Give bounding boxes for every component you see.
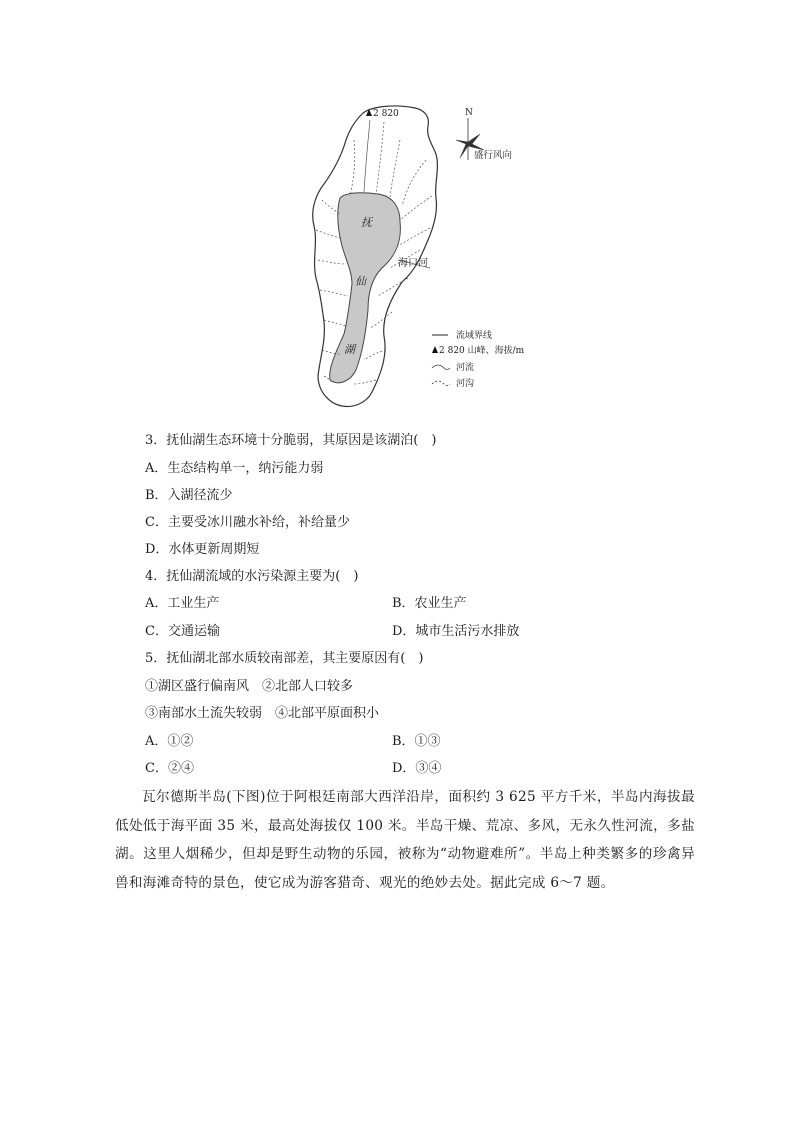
q4-option-c: C．交通运输 bbox=[145, 624, 220, 639]
q3-option-a: A．生态结构单一，纳污能力弱 bbox=[145, 461, 324, 476]
legend-peak: 2 820 山峰、海拔/m bbox=[439, 346, 525, 356]
gully-icon bbox=[432, 381, 450, 386]
q3-option-d: D．水体更新周期短 bbox=[145, 542, 260, 557]
q5-option-a: A．①② bbox=[145, 734, 194, 749]
lake-char-2: 仙 bbox=[355, 275, 366, 288]
map-figure bbox=[300, 100, 540, 415]
legend-boundary: 流域界线 bbox=[456, 331, 493, 341]
q5-option-b: B．①③ bbox=[392, 734, 441, 749]
legend-river: 河流 bbox=[456, 363, 475, 373]
peak-elevation: 2 820 bbox=[373, 109, 399, 119]
q5-statements-2: ③南部水土流失较弱 ④北部平原面积小 bbox=[145, 706, 380, 721]
q5-statements-1: ①湖区盛行偏南风 ②北部人口较多 bbox=[145, 679, 354, 694]
wind-label: 盛行风向 bbox=[474, 150, 513, 161]
legend-gully: 河沟 bbox=[456, 379, 475, 389]
passage-valdes: 瓦尔德斯半岛(下图)位于阿根廷南部大西洋沿岸，面积约 3 625 平方千米，半岛内海拔最低处低于海平面 35 米，最高处海拔仅 100 米。半岛干燥、荒凉、多风，无永久性河流，多盐湖。这里人烟稀少，但却是野生动物的乐园，被称为“动物避难所”。半岛上种类繁多的珍禽异兽和海滩奇特的景色，使它成为游客猎奇、观光的绝妙去处。据此完成 6～7 题。 bbox=[115, 789, 695, 891]
q5-option-d: D．③④ bbox=[392, 761, 442, 776]
q3-stem: 3．抚仙湖生态环境十分脆弱，其原因是该湖泊( ) bbox=[145, 433, 437, 448]
q5-stem: 5．抚仙湖北部水质较南部差，其主要原因有( ) bbox=[145, 651, 424, 666]
lake-char-3: 湖 bbox=[344, 343, 355, 356]
q3-option-c: C．主要受冰川融水补给，补给量少 bbox=[145, 515, 350, 530]
lake-basin-map bbox=[300, 100, 540, 415]
q4-option-d: D．城市生活污水排放 bbox=[392, 624, 520, 639]
river-label: 海口河 bbox=[398, 258, 428, 269]
q4-stem: 4．抚仙湖流域的水污染源主要为( ) bbox=[145, 569, 359, 584]
legend bbox=[432, 329, 525, 389]
q3-option-b: B．入湖径流少 bbox=[145, 488, 233, 503]
river-icon bbox=[432, 365, 450, 370]
legend-peak-icon bbox=[432, 346, 438, 353]
q4-option-a: A．工业生产 bbox=[145, 596, 220, 611]
svg-text:N: N bbox=[465, 108, 473, 118]
q4-option-b: B．农业生产 bbox=[392, 596, 467, 611]
q5-option-c: C．②④ bbox=[145, 761, 194, 776]
lake-char-1: 抚 bbox=[361, 216, 372, 229]
